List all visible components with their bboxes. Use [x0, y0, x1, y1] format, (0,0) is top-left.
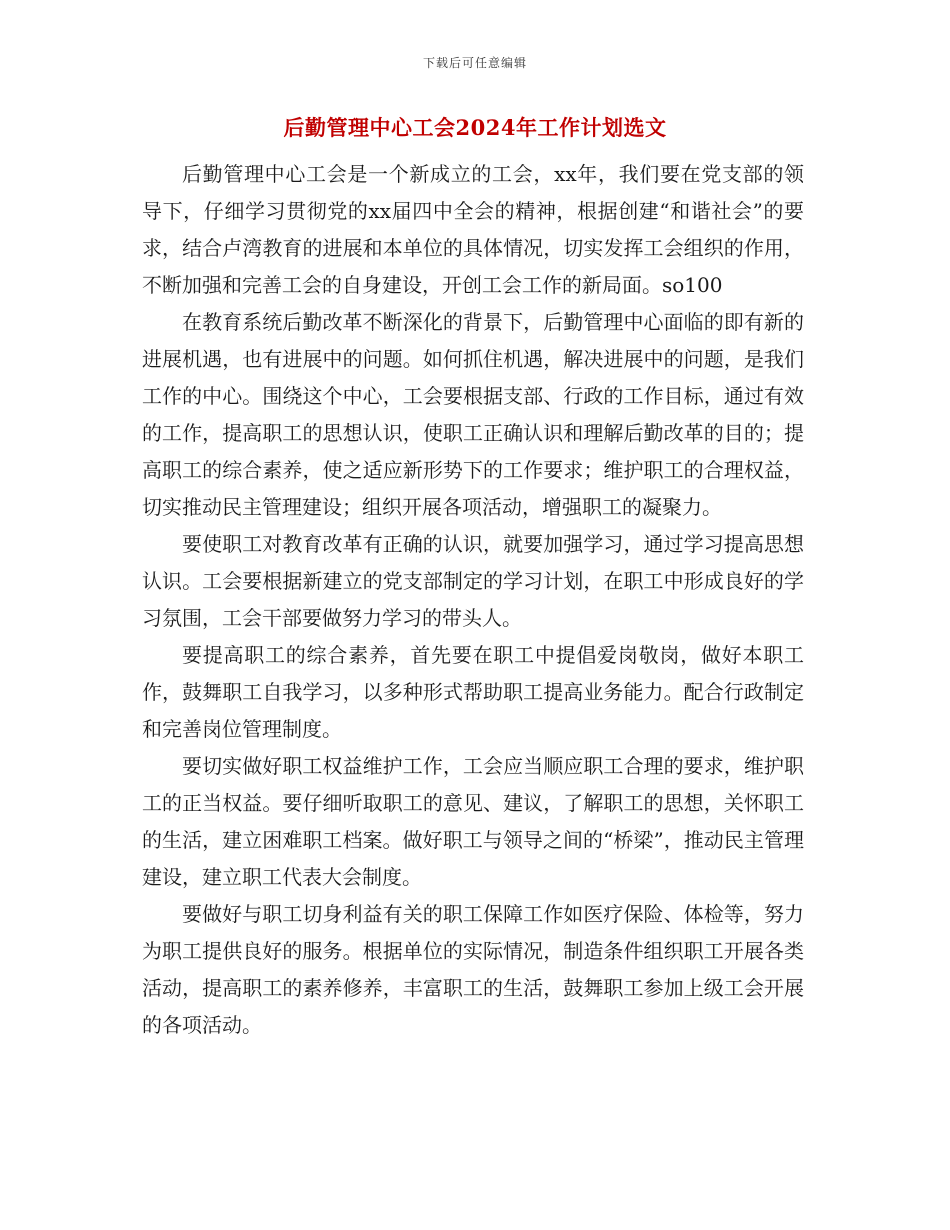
paragraph-4: 要提高职工的综合素养，首先要在职工中提倡爱岗敬岗，做好本职工作，鼓舞职工自我学习，以多种形式帮助职工提高业务能力。配合行政制定和完善岗位管理制度。 [142, 643, 804, 741]
paragraph-1: 后勤管理中心工会是一个新成立的工会，xx年，我们要在党支部的领导下，仔细学习贯彻党的xx届四中全会的精神，根据创建“和谐社会”的要求，结合卢湾教育的进展和本单位的具体情况，切实发挥工会组织的作用，不断加强和完善工会的自身建设，开创工会工作的新局面。so100 [142, 162, 804, 297]
paragraph-6: 要做好与职工切身利益有关的职工保障工作如医疗保险、体检等，努力为职工提供良好的服务。根据单位的实际情况，制造条件组织职工开展各类活动，提高职工的素养修养，丰富职工的生活，鼓舞职工参加上级工会开展的各项活动。 [142, 902, 804, 1037]
document-title: 后勤管理中心工会2024年工作计划选文 [283, 115, 667, 140]
paragraph-2: 在教育系统后勤改革不断深化的背景下，后勤管理中心面临的即有新的进展机遇，也有进展中的问题。如何抓住机遇，解决进展中的问题，是我们工作的中心。围绕这个中心，工会要根据支部、行政的工作目标，通过有效的工作，提高职工的思想认识，使职工正确认识和理解后勤改革的目的；提高职工的综合素养，使之适应新形势下的工作要求；维护职工的合理权益，切实推动民主管理建设；组织开展各项活动，增强职工的凝聚力。 [142, 310, 804, 519]
header-note: 下载后可任意编辑 [422, 56, 527, 70]
document-body [142, 156, 804, 1044]
paragraph-5: 要切实做好职工权益维护工作，工会应当顺应职工合理的要求，维护职工的正当权益。要仔细听取职工的意见、建议，了解职工的思想，关怀职工的生活，建立困难职工档案。做好职工与领导之间的“桥梁”，推动民主管理建设，建立职工代表大会制度。 [142, 754, 804, 889]
paragraph-3: 要使职工对教育改革有正确的认识，就要加强学习，通过学习提高思想认识。工会要根据新建立的党支部制定的学习计划，在职工中形成良好的学习氛围，工会干部要做努力学习的带头人。 [142, 532, 804, 630]
